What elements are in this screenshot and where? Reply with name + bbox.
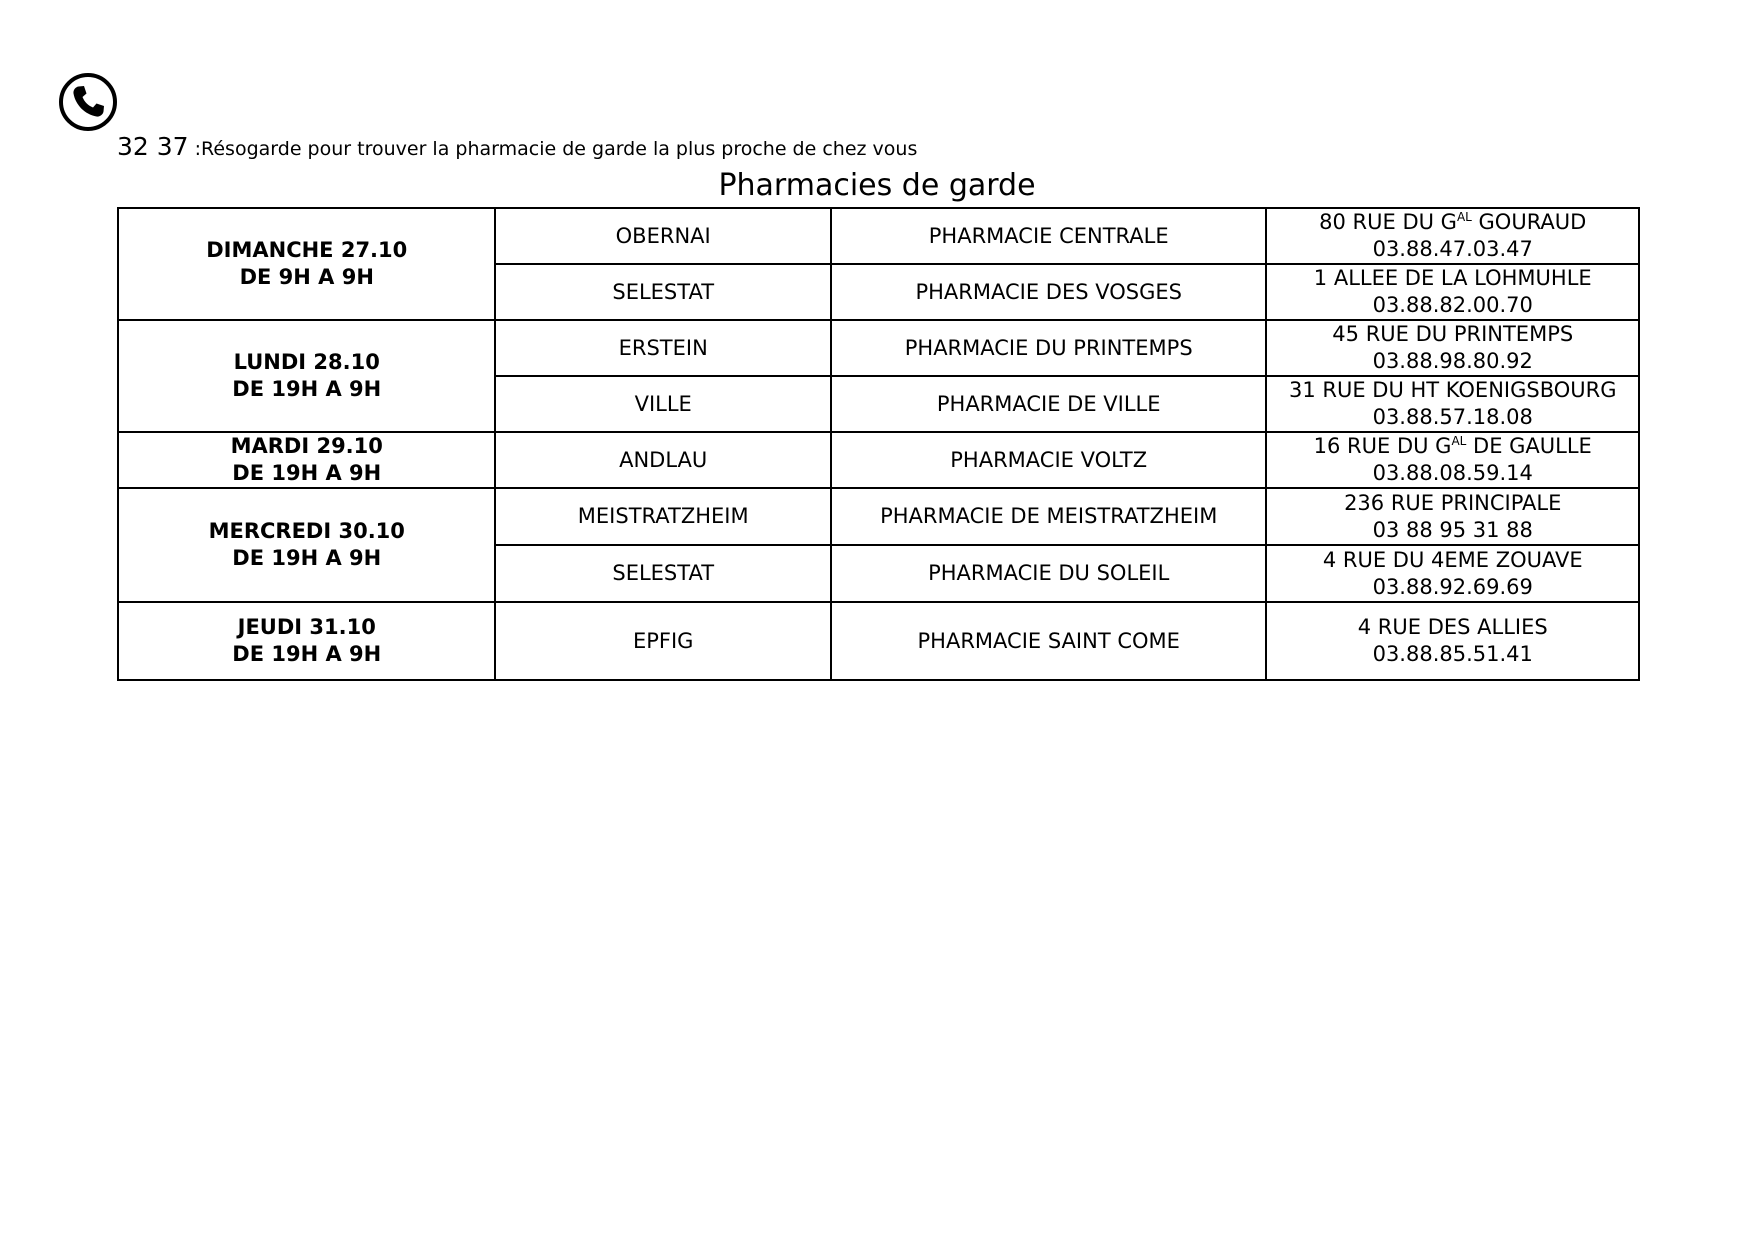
phone-number: 03.88.82.00.70 <box>1372 293 1533 317</box>
table-row <box>118 432 1639 488</box>
table-row <box>118 602 1639 680</box>
pharmacy-cell: PHARMACIE CENTRALE <box>831 208 1267 264</box>
pharmacy-cell: PHARMACIE DE MEISTRATZHEIM <box>831 488 1267 545</box>
address-cell <box>1266 432 1639 488</box>
street-text: 45 RUE DU PRINTEMPS <box>1332 322 1574 346</box>
table-row <box>118 488 1639 545</box>
phone-number: 03.88.47.03.47 <box>1372 237 1533 261</box>
town-cell: ERSTEIN <box>495 320 830 376</box>
address-cell <box>1266 208 1639 264</box>
hours-label: DE 19H A 9H <box>232 461 382 485</box>
phone-number: 03.88.57.18.08 <box>1372 405 1533 429</box>
street-text: 236 RUE PRINCIPALE <box>1344 490 1562 515</box>
hours-label: DE 19H A 9H <box>232 546 382 570</box>
page-title: Pharmacies de garde <box>718 168 1036 203</box>
phone-number: 03.88.85.51.41 <box>1372 642 1533 666</box>
street-text: 1 ALLEE DE LA LOHMUHLE <box>1313 266 1592 290</box>
town-cell: SELESTAT <box>495 264 830 320</box>
table-row <box>118 208 1639 264</box>
table-row <box>118 320 1639 376</box>
town-cell: ANDLAU <box>495 432 830 488</box>
town-cell: EPFIG <box>495 602 830 680</box>
town-cell: OBERNAI <box>495 208 830 264</box>
hotline-number: 32 37 <box>117 132 189 161</box>
street-text: DE GAULLE <box>1466 434 1592 458</box>
street-text: 80 RUE DU G <box>1319 210 1457 234</box>
street-text: 4 RUE DES ALLIES <box>1357 615 1548 639</box>
phone-number: 03.88.92.69.69 <box>1372 574 1533 599</box>
hotline-line <box>117 132 917 161</box>
day-label: DIMANCHE 27.10 <box>206 238 408 262</box>
phone-number: 03 88 95 31 88 <box>1372 517 1533 542</box>
street-superscript: AL <box>1456 210 1472 224</box>
address-cell <box>1266 320 1639 376</box>
street-superscript: AL <box>1451 434 1467 448</box>
address-cell <box>1266 264 1639 320</box>
phone-icon <box>58 72 118 132</box>
address-cell <box>1266 376 1639 432</box>
pharmacy-cell: PHARMACIE DE VILLE <box>831 376 1267 432</box>
day-label: MARDI 29.10 <box>230 434 383 458</box>
day-label: LUNDI 28.10 <box>233 350 380 374</box>
day-label: JEUDI 31.10 <box>237 615 376 639</box>
hours-label: DE 19H A 9H <box>232 377 382 401</box>
hours-label: DE 19H A 9H <box>232 642 382 666</box>
town-cell: MEISTRATZHEIM <box>495 488 830 545</box>
town-cell: SELESTAT <box>495 545 830 602</box>
pharmacy-cell: PHARMACIE DU PRINTEMPS <box>831 320 1267 376</box>
address-cell <box>1266 545 1639 602</box>
day-cell <box>118 602 495 680</box>
pharmacy-cell: PHARMACIE DU SOLEIL <box>831 545 1267 602</box>
day-cell <box>118 320 495 432</box>
phone-number: 03.88.08.59.14 <box>1372 461 1533 485</box>
day-cell <box>118 208 495 320</box>
day-label: MERCREDI 30.10 <box>208 519 405 543</box>
street-text: 4 RUE DU 4EME ZOUAVE <box>1322 547 1583 572</box>
pharmacy-cell: PHARMACIE SAINT COME <box>831 602 1267 680</box>
address-cell <box>1266 488 1639 545</box>
hotline-text: :Résogarde pour trouver la pharmacie de garde la plus proche de chez vous <box>188 138 918 160</box>
pharmacy-cell: PHARMACIE VOLTZ <box>831 432 1267 488</box>
town-cell: VILLE <box>495 376 830 432</box>
hours-label: DE 9H A 9H <box>239 265 374 289</box>
phone-number: 03.88.98.80.92 <box>1372 349 1533 373</box>
day-cell <box>118 488 495 602</box>
address-cell <box>1266 602 1639 680</box>
street-text: 16 RUE DU G <box>1313 434 1452 458</box>
street-text: 31 RUE DU HT KOENIGSBOURG <box>1288 378 1617 402</box>
pharmacy-cell: PHARMACIE DES VOSGES <box>831 264 1267 320</box>
day-cell <box>118 432 495 488</box>
street-text: GOURAUD <box>1471 210 1587 234</box>
pharmacy-table <box>117 207 1640 681</box>
